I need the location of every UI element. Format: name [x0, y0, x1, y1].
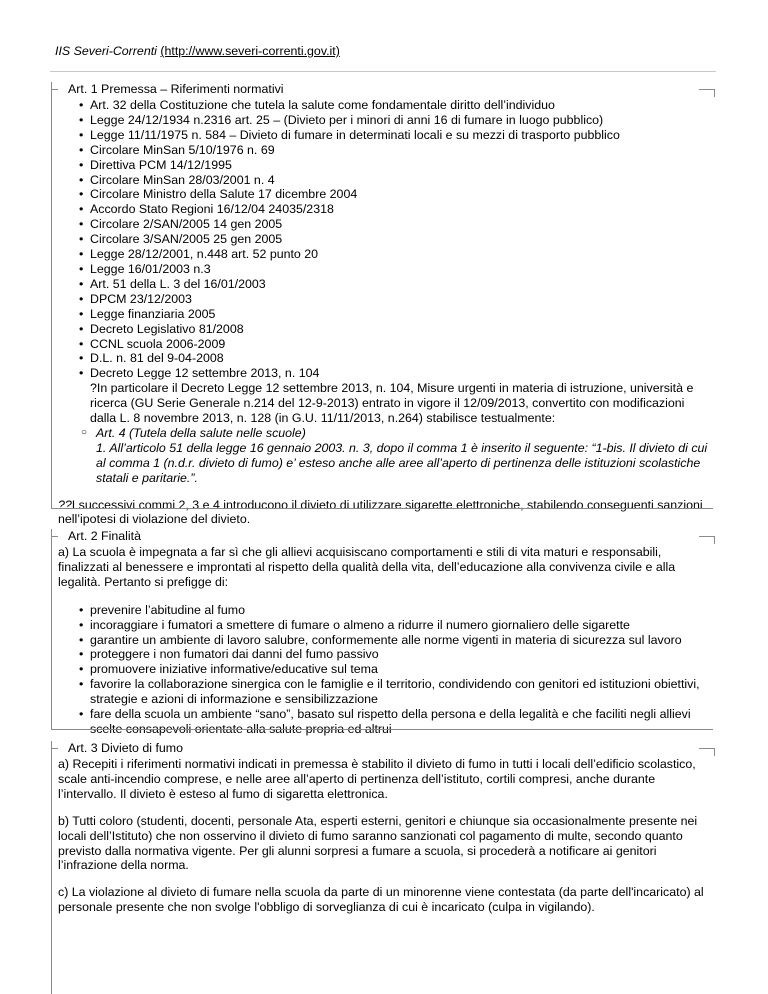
- list-item: • Art. 51 della L. 3 del 16/01/2003: [58, 277, 713, 292]
- list-item: • favorire la collaborazione sinergica con le famiglie e il territorio, condividendo con genitori ed istituzioni obiettivi, strategie e azioni di informazione e sensibilizzazione: [58, 677, 713, 707]
- list-item: • garantire un ambiente di lavoro salubre, conformemente alle norme vigenti in materia di sicurezza sul lavoro: [58, 633, 713, 648]
- list-item: • Circolare MinSan 28/03/2001 n. 4: [58, 173, 713, 188]
- page-header: [55, 44, 340, 58]
- art1-references-list: [58, 98, 713, 486]
- list-item: • CCNL scuola 2006-2009: [58, 337, 713, 352]
- list-item: • promuovere iniziative informative/educative sul tema: [58, 662, 713, 677]
- list-item: • fare della scuola un ambiente “sano”, basato sul rispetto della persona e della legalità e che faciliti negli allievi scelte consapevoli orientate alla salute propria ed altrui: [58, 707, 713, 737]
- site-url-link[interactable]: (http://www.severi-correnti.gov.it): [160, 44, 340, 58]
- list-item: • Circolare MinSan 5/10/1976 n. 69: [58, 143, 713, 158]
- list-item: • proteggere i non fumatori dai danni del fumo passivo: [58, 647, 713, 662]
- list-item: • Direttiva PCM 14/12/1995: [58, 158, 713, 173]
- list-item: • Art. 32 della Costituzione che tutela la salute come fondamentale diritto dell’individuo: [58, 98, 713, 113]
- list-item: • Circolare Ministro della Salute 17 dicembre 2004: [58, 187, 713, 202]
- art3-title: Art. 3 Divieto di fumo: [68, 741, 184, 755]
- art2-goals-list: [58, 603, 713, 737]
- list-item: • Legge 28/12/2001, n.448 art. 52 punto 20: [58, 247, 713, 262]
- list-item: • Legge 24/12/1934 n.2316 art. 25 – (Divieto per i minori di anni 16 di fumare in luogo pubblico): [58, 113, 713, 128]
- sub-list-item: [58, 426, 713, 486]
- list-item: • incoraggiare i fumatori a smettere di fumare o almeno a ridurre il numero giornaliero delle sigarette: [58, 618, 713, 633]
- list-item: • prevenire l’abitudine al fumo: [58, 603, 713, 618]
- list-item: • Circolare 2/SAN/2005 14 gen 2005: [58, 217, 713, 232]
- list-item: • Circolare 3/SAN/2005 25 gen 2005: [58, 232, 713, 247]
- list-item: • D.L. n. 81 del 9-04-2008: [58, 351, 713, 366]
- art3-paragraph-a: a) Recepiti i riferimenti normativi indicati in premessa è stabilito il divieto di fumo in tutti i locali dell’edificio scolastico, scale anti-incendio comprese, e nelle aree all’aperto di pertinenza dell’istituto, cortili compresi, anche durante l’intervallo. Il divieto è esteso al fumo di sigaretta elettronica.: [58, 757, 696, 801]
- art2-title: Art. 2 Finalità: [68, 529, 141, 543]
- art1-title: Art. 1 Premessa – Riferimenti normativi: [68, 82, 284, 96]
- art3-section: [51, 741, 713, 994]
- list-item: • Legge 16/01/2003 n.3: [58, 262, 713, 277]
- list-item: • Legge 11/11/1975 n. 584 – Divieto di fumare in determinati locali e su mezzi di trasporto pubblico: [58, 128, 713, 143]
- list-item: • Accordo Stato Regioni 16/12/04 24035/2318: [58, 202, 713, 217]
- art3-paragraph-b: b) Tutti coloro (studenti, docenti, personale Ata, esperti esterni, genitori e chiunque sia occasionalmente presente nei locali dell’Istituto) che non osservino il divieto di fumo saranno sanzionati col pagamento di multe, secondo quanto previsto dalla normativa vigente. Per gli alunni sorpresi a fumare a scuola, si procederà a notificare ai genitori l’infrazione della norma.: [58, 813, 698, 873]
- art1-sublist: [58, 426, 713, 486]
- list-item-decree-104: • Decreto Legge 12 settembre 2013, n. 104 ?In particolare il Decreto Legge 12 settembre 2013, n. 104, Misure urgenti in materia di istruzione, università e ricerca (GU Serie Generale n.214 del 12-9-2013) entrato in vigore il 12/09/2013, convertito con modificazioni dalla L. 8 novembre 2013, n. 128 (in G.U. 11/11/2013, n.264) stabilisce testualmente: ○ Art. 4 (Tutela della salute nelle scuole) 1. All’articolo 51 della legge 16 gennaio 2003. n. 3, dopo il comma 1 è inserito il seguente: “1-bis. Il divieto di cui al comma 1 (n.d.r. divieto di fumo) e’ esteso anche alle aree all’aperto di pertinenza delle istituzioni scolastiche statali e paritarie.”.: [58, 366, 713, 485]
- header-divider: [50, 71, 716, 72]
- art1-section: [51, 82, 713, 527]
- list-item: • DPCM 23/12/2003: [58, 292, 713, 307]
- sub-item-title: Art. 4 (Tutela della salute nelle scuole): [96, 425, 306, 440]
- art1-footer-note: ??I successivi commi 2, 3 e 4 introducono il divieto di utilizzare sigarette elettroniche, stabilendo conseguenti sanzioni nell’ipotesi di violazione del divieto.: [58, 497, 703, 527]
- list-item: • Legge finanziaria 2005: [58, 307, 713, 322]
- site-name: IIS Severi-Correnti: [55, 44, 157, 58]
- list-item: • Decreto Legislativo 81/2008: [58, 322, 713, 337]
- art2-section: [51, 529, 713, 736]
- sub-item-text: 1. All’articolo 51 della legge 16 gennaio 2003. n. 3, dopo il comma 1 è inserito il seguente: “1-bis. Il divieto di cui al comma 1 (n.d.r. divieto di fumo) e’ esteso anche alle aree all’aperto di pertinenza delle istituzioni scolastiche statali e paritarie.”.: [96, 440, 708, 485]
- art3-paragraph-c: c) La violazione al divieto di fumare nella scuola da parte di un minorenne viene contestata (da parte dell'incaricato) al personale presente che non svolge l'obbligo di sorveglianza di cui è incaricato (culpa in vigilando).: [58, 885, 704, 915]
- art2-intro: a) La scuola è impegnata a far sì che gli allievi acquisiscano comportamenti e stili di vita maturi e responsabili, finalizzati al benessere e improntati al rispetto della qualità della vita, dell’educazione alla convivenza civile e alla legalità. Pertanto si prefigge di:: [58, 545, 676, 589]
- decree-note: ?In particolare il Decreto Legge 12 settembre 2013, n. 104, Misure urgenti in materia di istruzione, università e ricerca (GU Serie Generale n.214 del 12-9-2013) entrato in vigore il 12/09/2013, convertito con modificazioni dalla L. 8 novembre 2013, n. 128 (in G.U. 11/11/2013, n.264) stabilisce testualmente:: [90, 381, 694, 426]
